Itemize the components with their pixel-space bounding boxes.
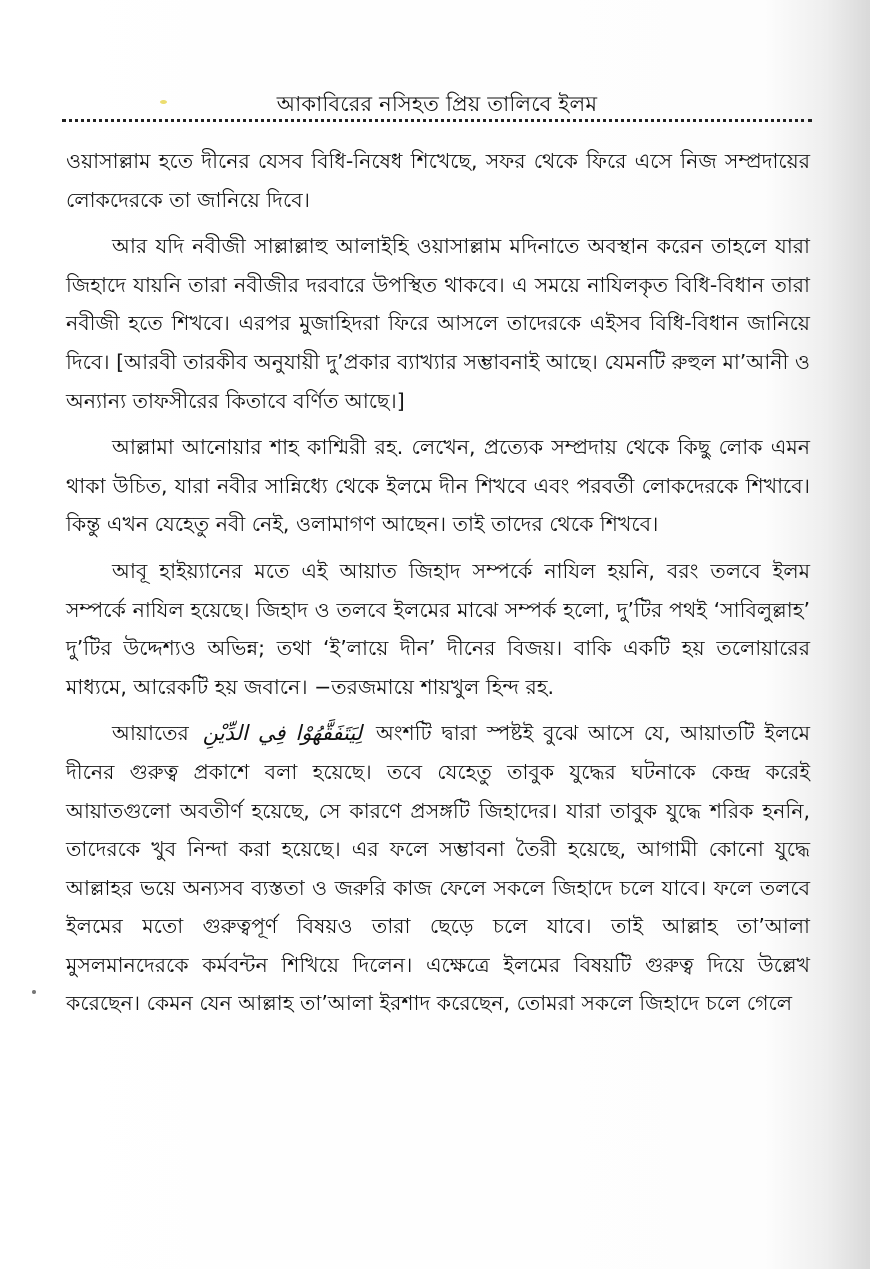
paragraph-5-lead: আয়াতের [112, 721, 189, 746]
paragraph-1: ওয়াসাল্লাম হতে দীনের যেসব বিধি-নিষেধ শিখেছে, সফর থেকে ফিরে এসে নিজ সম্প্রদায়ের লোকদেরকে তা জানিয়ে দিবে। [66, 149, 810, 212]
header-dotted-rule [62, 119, 812, 122]
paragraph-5-rest: অংশটি দ্বারা স্পষ্টই বুঝে আসে যে, আয়াতটি ইলমে দীনের গুরুত্ব প্রকাশে বলা হয়েছে। তবে যেহেতু তাবুক যুদ্ধের ঘটনাকে কেন্দ্র করেই আয়াতগুলো অবতীর্ণ হয়েছে, সে কারণে প্রসঙ্গটি জিহাদের। যারা তাবুক যুদ্ধে শরিক হননি, তাদেরকে খুব নিন্দা করা হয়েছে। এর ফলে সম্ভাবনা তৈরী হয়েছে, আগামী কোনো যুদ্ধে আল্লাহর ভয়ে অন্যসব ব্যস্ততা ও জরুরি কাজ ফেলে সকলে জিহাদে চলে যাবে। ফলে তলবে ইলমের মতো গুরুত্বপূর্ণ বিষয়ও তারা ছেড়ে চলে যাবে। তাই আল্লাহ তা’আলা মুসলমানদেরকে কর্মবন্টন শিখিয়ে দিলেন। এক্ষেত্রে ইলমের বিষয়টি গুরুত্ব দিয়ে উল্লেখ করেছেন। কেমন যেন আল্লাহ তা’আলা ইরশাদ করেছেন, তোমরা সকলে জিহাদে চলে গেলে [66, 721, 810, 1016]
paragraph-2: আর যদি নবীজী সাল্লাল্লাহু আলাইহি ওয়াসাল্লাম মদিনাতে অবস্থান করেন তাহলে যারা জিহাদে যায়নি তারা নবীজীর দরবারে উপস্থিত থাকবে। এ সময়ে নাযিলকৃত বিধি-বিধান তারা নবীজী হতে শিখবে। এরপর মুজাহিদরা ফিরে আসলে তাদেরকে এইসব বিধি-বিধান জানিয়ে দিবে। [আরবী তারকীব অনুযায়ী দু’প্রকার ব্যাখ্যার সম্ভাবনাই আছে। যেমনটি রুহুল মা’আনী ও অন্যান্য তাফসীরের কিতাবে বর্ণিত আছে।] [66, 234, 810, 413]
running-header: আকাবিরের নসিহত প্রিয় তালিবে ইলম [276, 92, 598, 116]
paper-speck [32, 990, 36, 994]
paragraph-5 [66, 714, 810, 1023]
paragraph-4: আবূ হাইয়্যানের মতে এই আয়াত জিহাদ সম্পর্কে নাযিল হয়নি, বরং তলবে ইলম সম্পর্কে নাযিল হয়েছে। জিহাদ ও তলবে ইলমের মাঝে সম্পর্ক হলো, দু’টির পথই ‘সাবিলুল্লাহ’ দু’টির উদ্দেশ্যও অভিন্ন; তথা ‘ই’লায়ে দীন’ দীনের বিজয়। বাকি একটি হয় তলোয়ারের মাধ্যমে, আরেকটি হয় জবানে। −তরজমায়ে শায়খুল হিন্দ রহ. [66, 558, 810, 699]
page-body [66, 142, 810, 1031]
paragraph-3: আল্লামা আনোয়ার শাহ কাশ্মিরী রহ. লেখেন, প্রত্যেক সম্প্রদায় থেকে কিছু লোক এমন থাকা উচিত, যারা নবীর সান্নিধ্যে থেকে ইলমে দীন শিখবে এবং পরবর্তী লোকদেরকে শিখাবে। কিন্তু এখন যেহেতু নবী নেই, ওলামাগণ আছেন। তাই তাদের থেকে শিখবে। [66, 435, 810, 537]
arabic-quote: لِيَتَفَقَّهُوْا فِي الدِّيْنِ [202, 721, 363, 746]
